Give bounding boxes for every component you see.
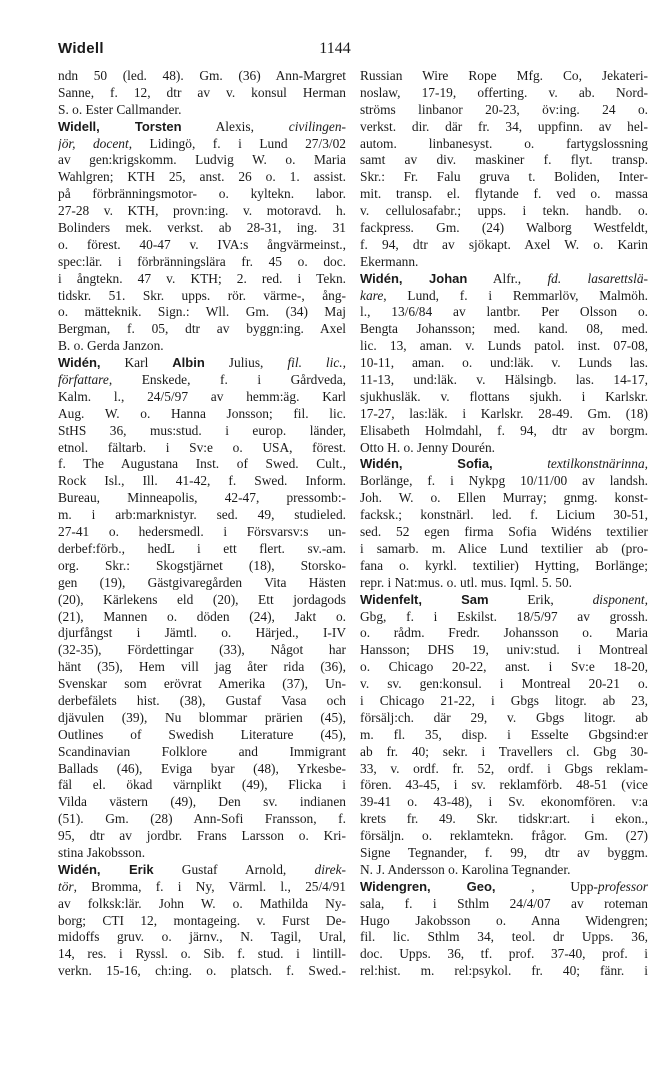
entry-text: Otto H. o. Jenny Dourén.	[360, 439, 496, 455]
entry-name: Widenfelt, Sam	[360, 591, 489, 607]
entry-text: m. i arb:marknistyr. sed. 49, studieled.	[58, 507, 346, 523]
entry-text: i Chicago 21-22, i Gbgs litogr. ab 23,	[360, 692, 648, 708]
entry-name: Widengren, Geo,	[360, 878, 496, 894]
text-line	[58, 68, 346, 85]
entry-text: (32-35), Fördettingar (33), Något har	[58, 642, 346, 658]
text-line	[360, 389, 648, 406]
entry-text: repr. i Nat:mus. o. utl. mus. Iqml. 5. 50.	[360, 574, 573, 590]
entry-text: Alfr.,	[467, 270, 548, 286]
text-line	[58, 913, 346, 930]
running-head: Widell	[58, 40, 104, 57]
entry-name: Widén, Sofia,	[360, 456, 493, 472]
entry-text: N. J. Andersson o. Karolina Tegnander.	[360, 861, 571, 877]
text-line	[58, 490, 346, 507]
entry-text: Bolinders mek. verkst. ab 28-31, ing. 31	[58, 220, 346, 236]
text-line	[360, 152, 648, 169]
entry-text: org. Skr.: Skogstjärnet (18), Storsko-	[58, 557, 346, 573]
text-line	[58, 507, 346, 524]
entry-title: professor	[597, 878, 648, 894]
text-line	[58, 929, 346, 946]
entry-text: 17-27, las:läk. i Karlskr. 28-49. Gm. (18)	[360, 405, 648, 421]
entry-text: (20), Kärlekens eld (20), Ett jordagods	[58, 591, 346, 607]
entry-text: Gustaf Arnold,	[153, 861, 315, 877]
entry-text: fil. lic. Sthlm 34, teol. dr Upps. 36,	[360, 929, 648, 945]
text-line	[360, 659, 648, 676]
text-line	[58, 541, 346, 558]
entry-text: av folksk:lär. John W. o. Mathilda Ny-	[58, 895, 346, 911]
text-line	[58, 896, 346, 913]
entry-text: djurfångst i Jämtl. o. Härjed., I-IV	[58, 625, 346, 641]
entry-text: o. förest. 40-47 v. IVA:s ångvärmeinst.,	[58, 236, 346, 252]
text-line	[58, 963, 346, 980]
text-line	[58, 136, 346, 153]
entry-text: derbefälets hist. (38), Gustaf Vasa och	[58, 692, 346, 708]
entry-title: textilkonstnärinna,	[547, 456, 648, 472]
entry-text: Signe Tegnander, f. 99, dtr av byggm.	[360, 844, 648, 860]
text-line	[58, 85, 346, 102]
entry-name: Widén,	[58, 355, 101, 371]
text-line	[360, 727, 648, 744]
entry-text: , Lund, f. i Remmarlöv, Malmöh.	[383, 287, 648, 303]
entry-text: o. Chicago 20-22, anst. i Sv:e 18-20,	[360, 659, 648, 675]
text-line	[360, 744, 648, 761]
entry-text: 27-28 v. KTH, provn:ing. v. motoravd. h.	[58, 203, 346, 219]
text-line	[58, 693, 346, 710]
text-line	[360, 304, 648, 321]
text-line	[360, 271, 648, 288]
entry-text: doc. Upps. 36, tf. prof. 37-40, prof. i	[360, 946, 648, 962]
entry-text: tidskr. 51. Skr. upps. rör. värme-, ång-	[58, 287, 346, 303]
entry-text: autom. linbanesyst. o. fartygslossning	[360, 135, 648, 151]
text-line	[360, 642, 648, 659]
entry-text: Bergman, f. 05, dtr av byggn:ing. Axel	[58, 321, 346, 337]
text-line	[58, 456, 346, 473]
text-line	[360, 254, 648, 271]
entry-text: midoffs gruv. o. järnv., N. Tagil, Ural,	[58, 929, 346, 945]
entry-name: Widell, Torsten	[58, 118, 182, 134]
text-line	[360, 169, 648, 186]
text-line	[360, 203, 648, 220]
text-line	[360, 828, 648, 845]
entry-text: Vilda västern (49), Den sv. indianen	[58, 794, 346, 810]
entry-text: lic. 13, aman. v. Lunds patol. inst. 07-08,	[360, 338, 648, 354]
entry-text: , Enskede, f. i Gårdveda,	[108, 372, 346, 388]
text-line	[58, 203, 346, 220]
entry-text: 27-41 o. hedersmedl. i Försvarsv:s un-	[58, 524, 346, 540]
text-line	[360, 524, 648, 541]
text-line	[360, 507, 648, 524]
entry-text: spec:lär. i förbränningslära fr. 45 o. doc.	[58, 253, 346, 269]
entry-text: f. The Augustana Inst. of Swed. Cult.,	[58, 456, 346, 472]
text-line	[58, 761, 346, 778]
entry-title: jör, docent	[58, 135, 129, 151]
entry-text: Ballads (46), Eviga byar (48), Yrkesbe-	[58, 760, 346, 776]
text-line	[360, 963, 648, 980]
entry-text: försäljn. o. reklamtekn. frågor. Gm. (27)	[360, 828, 648, 844]
entry-title: disponent,	[592, 591, 648, 607]
text-line	[58, 710, 346, 727]
text-line	[58, 558, 346, 575]
entry-text: Ekermann.	[360, 253, 419, 269]
text-line	[360, 85, 648, 102]
text-line	[360, 423, 648, 440]
text-line	[360, 609, 648, 626]
text-line	[58, 609, 346, 626]
entry-text: mit. transp. el. flytande f. ved o. massa	[360, 186, 648, 202]
entry-text: Elisabeth Holmdahl, f. 94, dtr av borgm.	[360, 422, 648, 438]
text-line	[360, 473, 648, 490]
entry-text: djävulen (39), Nu blommar prärien (45),	[58, 709, 346, 725]
entry-text: Wahlgren; KTH 25, anst. 26 o. 1. assist.	[58, 169, 346, 185]
entry-name: Albin	[172, 355, 205, 371]
entry-title: direk-	[314, 861, 346, 877]
text-line	[58, 862, 346, 879]
entry-text: sala, f. i Sthlm 24/4/07 av roteman	[360, 895, 648, 911]
text-line	[360, 456, 648, 473]
text-line	[360, 676, 648, 693]
text-line	[360, 338, 648, 355]
entry-text: Russian Wire Rope Mfg. Co, Jekateri-	[360, 68, 648, 83]
entry-text: noslaw, 17-19, offerting. v. ab. Nord-	[360, 84, 648, 100]
page-number: 1144	[319, 40, 351, 57]
text-line	[58, 169, 346, 186]
entry-text: derbef:förb., hedL i ett flert. sv.-am.	[58, 540, 346, 556]
entry-text: samt av div. maskiner f. flyt. transp.	[360, 152, 648, 168]
entry-text: v. sv. gen:konsul. i Montreal 20-21 o.	[360, 676, 648, 692]
text-line	[360, 811, 648, 828]
text-line	[58, 220, 346, 237]
entry-text: av gen:krigskomm. Ludvig W. o. Maria	[58, 152, 346, 168]
text-line	[360, 119, 648, 136]
text-line	[360, 625, 648, 642]
entry-text: , Upp-	[531, 878, 598, 894]
text-line	[58, 642, 346, 659]
entry-text: l., 13/6/84 av lantbr. Per Olsson o.	[360, 304, 648, 320]
text-line	[58, 440, 346, 457]
text-line	[58, 372, 346, 389]
text-line	[360, 440, 648, 457]
text-line	[58, 271, 346, 288]
entry-title: tör	[58, 878, 74, 894]
entry-text: Erik,	[488, 591, 593, 607]
entry-text: Gbg, f. i Eskilst. 18/5/97 av grossh.	[360, 608, 648, 624]
entry-text: (51). Gm. (28) Ann-Sofi Fransson, f.	[58, 811, 346, 827]
text-line	[360, 913, 648, 930]
entry-name: Widén, Johan	[360, 270, 468, 286]
text-line	[58, 423, 346, 440]
text-line	[360, 761, 648, 778]
entry-text: Julius,	[204, 355, 288, 371]
entry-text: hänt (35), Hem vill jag åter rida (36),	[58, 659, 346, 675]
entry-text: S. o. Ester Callmander.	[58, 101, 182, 117]
text-line	[360, 710, 648, 727]
entry-text: StHS 36, mus:stud. i europ. länder,	[58, 422, 346, 438]
entry-text: , Bromma, f. i Ny, Värml. l., 25/4/91	[73, 878, 346, 894]
text-line	[58, 744, 346, 761]
text-line	[360, 929, 648, 946]
text-line	[58, 389, 346, 406]
entry-text: Bengta Johansson; med. kand. 08, med.	[360, 321, 648, 337]
entry-title: civilingen-	[288, 118, 346, 134]
text-line	[360, 558, 648, 575]
text-line	[58, 946, 346, 963]
entry-text: Borlänge, f. i Nykpg 10/11/00 av landsh.	[360, 473, 648, 489]
entry-text: 39-41 o. 43-48), i Sv. ekonomfören. v:a	[360, 794, 648, 810]
entry-text: facksk.; konstnärl. led. f. Licium 30-51,	[360, 507, 648, 523]
text-line	[360, 102, 648, 119]
entry-text: f. 94, dtr av sjökapt. Axel W. o. Karin	[360, 236, 648, 252]
text-line	[58, 355, 346, 372]
entry-title: kare	[360, 287, 384, 303]
text-line	[360, 186, 648, 203]
text-line	[360, 862, 648, 879]
entry-text: Rock Isl., Ill. 41-42, f. Swed. Inform.	[58, 473, 346, 489]
entry-text: ströms linbanor 20-23, öv:ing. 24 o.	[360, 101, 648, 117]
left-column	[58, 68, 346, 980]
text-line	[360, 220, 648, 237]
text-line	[58, 575, 346, 592]
text-line	[58, 659, 346, 676]
entry-text: rel:hist. m. rel:psykol. fr. 40; fänr. i	[360, 963, 648, 979]
text-line	[360, 355, 648, 372]
entry-text: gen (19), Gästgivaregården Vita Hästen	[58, 574, 346, 590]
entry-text: i ångtekn. 47 v. KTH; 2. red. i Tekn.	[58, 270, 346, 286]
text-line	[58, 879, 346, 896]
text-line	[58, 811, 346, 828]
entry-title: författare	[58, 372, 109, 388]
entry-text: Aug. W. o. Hanna Jonsson; fil. lic.	[58, 405, 346, 421]
entry-text: i samarb. m. Alice Lund textilier ab (pro-	[360, 540, 648, 556]
entry-text: 95, dtr av jordbr. Frans Larsson o. Kri-	[58, 828, 346, 844]
text-line	[58, 237, 346, 254]
text-line	[360, 136, 648, 153]
right-column	[360, 68, 648, 980]
entry-text	[496, 879, 532, 894]
text-line	[58, 845, 346, 862]
text-line	[360, 946, 648, 963]
entry-text: fackpress. Gm. (24) Walborg Westfeldt,	[360, 220, 648, 236]
entry-text: på förbränningsmotor- o. kyltekn. labor.	[58, 186, 346, 202]
text-line	[58, 777, 346, 794]
entry-text: v. cellulosafabr.; upps. i tekn. handb. o.	[360, 203, 648, 219]
entry-text: Kalm. l., 24/5/97 av hemm:äg. Karl	[58, 388, 346, 404]
entry-text: ndn 50 (led. 48). Gm. (36) Ann-Margret	[58, 68, 346, 83]
entry-text: m. fl. 35, disp. i Esselte Gbgsind:er	[360, 726, 648, 742]
text-line	[360, 575, 648, 592]
text-line	[360, 777, 648, 794]
entry-text: ab fr. 40; sekr. i Travellers cl. Gbg 30-	[360, 743, 648, 759]
entry-text: 33, v. ordf. fr. 52, ordf. i Gbgs reklam-	[360, 760, 648, 776]
text-line	[58, 304, 346, 321]
entry-title: fil. lic.,	[287, 355, 346, 371]
entry-text: Sanne, f. 12, dtr av v. konsul Herman	[58, 84, 346, 100]
entry-text: fäl el. ökad värnplikt (49), Flicka i	[58, 777, 346, 793]
entry-text: , Lidingö, f. i Lund 27/3/02	[128, 135, 346, 151]
entry-text: (21), Mannen o. döden (24), Jakt o.	[58, 608, 346, 624]
text-line	[360, 541, 648, 558]
entry-text: stina Jakobsson.	[58, 844, 146, 860]
text-line	[360, 68, 648, 85]
entry-text: Svenskar som erövrat Amerika (37), Un-	[58, 676, 346, 692]
entry-title: fd. lasarettslä-	[547, 270, 648, 286]
text-line	[58, 592, 346, 609]
entry-text: sed. 52 egen firma Sofia Widéns textilier	[360, 524, 648, 540]
entry-text: Hansson; DHS 19, univ:stud. i Montreal	[360, 642, 648, 658]
entry-text: etnol. fältarb. i Sv:e o. USA, förest.	[58, 439, 346, 455]
text-line	[360, 693, 648, 710]
entry-text: o. mätteknik. Sign.: Wll. Gm. (34) Maj	[58, 304, 346, 320]
entry-text: Bureau, Minneapolis, 42-47, pressomb:-	[58, 490, 346, 506]
entry-text: o. rådm. Fredr. Johansson o. Maria	[360, 625, 648, 641]
text-line	[58, 794, 346, 811]
text-line	[360, 490, 648, 507]
entry-text: verkn. 15-16, ch:ing. o. platsch. f. Swed.-	[58, 963, 346, 979]
text-line	[58, 338, 346, 355]
text-line	[360, 896, 648, 913]
text-line	[360, 372, 648, 389]
text-line	[360, 845, 648, 862]
text-line	[58, 473, 346, 490]
entry-text: Karl	[100, 355, 173, 371]
entry-text: 11-13, und:läk. v. Hälsingb. las. 14-17,	[360, 372, 648, 388]
entry-text: fana o. kyrkl. textilier) Hytting, Borlänge;	[360, 557, 648, 573]
text-line	[58, 288, 346, 305]
text-line	[58, 254, 346, 271]
entry-text: 14, res. i Ryssl. o. Sib. f. stud. i lintill-	[58, 946, 346, 962]
entry-text: Outlines of Swedish Literature (45),	[58, 726, 346, 742]
entry-text: Joh. W. o. Ellen Murray; gnmg. konst-	[360, 490, 648, 506]
entry-text: krets fr. 49. Skr. tidskr:art. i ekon.,	[360, 811, 648, 827]
text-line	[58, 102, 346, 119]
text-line	[58, 625, 346, 642]
text-line	[58, 321, 346, 338]
text-line	[58, 676, 346, 693]
entry-text: Alexis,	[181, 118, 289, 134]
text-line	[58, 727, 346, 744]
entry-text: Hugo Jakobsson o. Anna Widengren;	[360, 912, 648, 928]
text-line	[58, 406, 346, 423]
text-line	[58, 152, 346, 169]
entry-text: verkst. dir. där fr. 34, uppfinn. av hel-	[360, 118, 648, 134]
text-line	[360, 592, 648, 609]
text-line	[360, 879, 648, 896]
text-line	[58, 524, 346, 541]
entry-text: fören. 43-45, i sv. reklamförb. 48-51 (vice	[360, 777, 648, 793]
entry-text: borg; CTI 12, montageing. v. Furst De-	[58, 912, 346, 928]
entry-text: 10-11, aman. o. und:läk. v. Lunds las.	[360, 355, 648, 371]
entry-text: försälj:ch. där 29, v. Gbgs litogr. ab	[360, 709, 648, 725]
text-line	[360, 794, 648, 811]
text-line	[58, 119, 346, 136]
text-line	[58, 828, 346, 845]
text-line	[360, 406, 648, 423]
entry-text: B. o. Gerda Janzon.	[58, 338, 164, 354]
text-line	[360, 321, 648, 338]
entry-text: sjukhusläk. v. flottans sjukh. i Karlskr.	[360, 388, 648, 404]
entry-text: Skr.: Fr. Falu gruva t. Boliden, Inter-	[360, 169, 648, 185]
text-line	[58, 186, 346, 203]
text-line	[360, 237, 648, 254]
entry-text: Scandinavian Folklore and Immigrant	[58, 743, 346, 759]
entry-name: Widén, Erik	[58, 861, 154, 877]
entry-text	[493, 456, 548, 471]
text-line	[360, 288, 648, 305]
